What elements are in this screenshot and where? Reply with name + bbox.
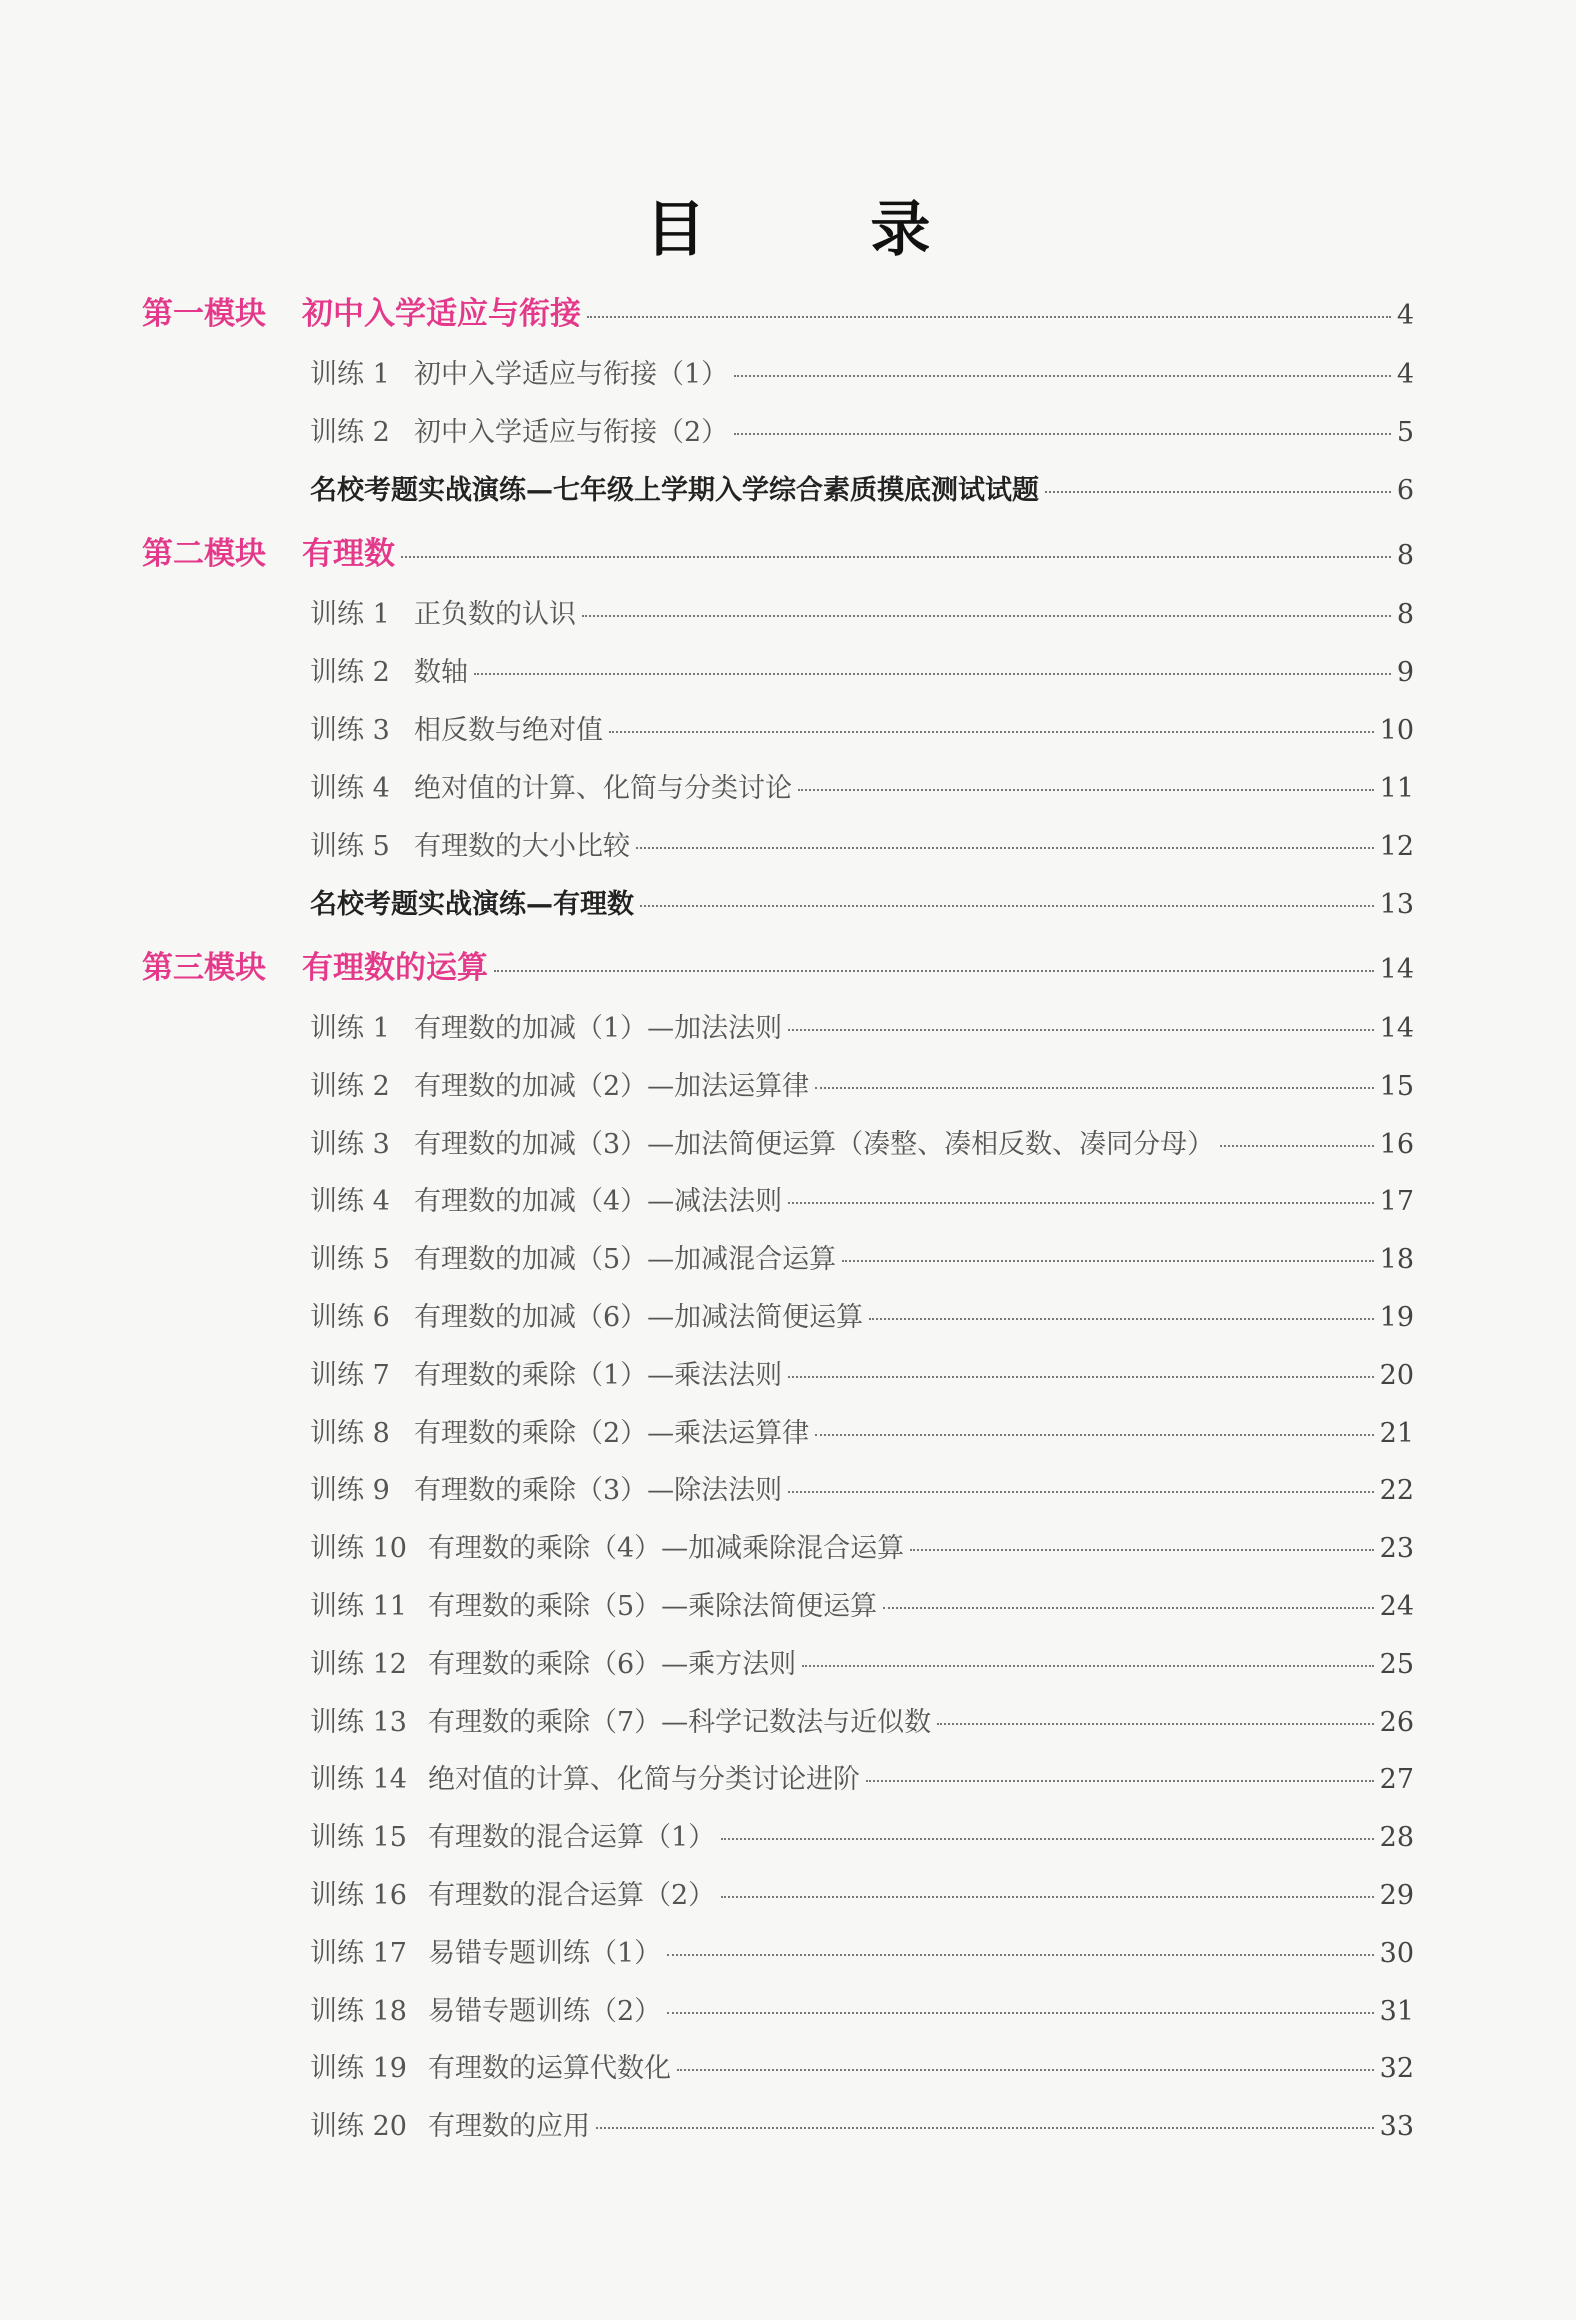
entry-number: 训练 9 xyxy=(310,1475,390,1507)
exam-title: 名校考题实战演练—七年级上学期入学综合素质摸底测试试题 xyxy=(310,475,1039,506)
entry-number: 训练 5 xyxy=(310,1244,390,1276)
dot-leader xyxy=(474,673,1391,675)
entry-title: 有理数的加减（4）—减法法则 xyxy=(414,1186,783,1218)
toc-entry[interactable] xyxy=(310,1931,1414,1970)
module-title: 有理数 xyxy=(302,536,395,572)
module-title: 有理数的运算 xyxy=(302,950,488,986)
page-number: 28 xyxy=(1379,1822,1414,1854)
dot-leader xyxy=(721,1838,1373,1840)
entry-number: 训练 4 xyxy=(310,1186,390,1218)
dot-leader xyxy=(721,1896,1373,1898)
dot-leader xyxy=(802,1665,1373,1667)
page-number: 9 xyxy=(1396,657,1414,688)
page-number: 8 xyxy=(1396,599,1414,630)
toc-entry[interactable] xyxy=(310,1237,1414,1276)
toc-exam-entry[interactable] xyxy=(310,468,1414,507)
dot-leader xyxy=(937,1723,1373,1725)
toc-module-2[interactable] xyxy=(142,528,1414,573)
dot-leader xyxy=(587,316,1391,318)
dot-leader xyxy=(788,1376,1373,1378)
page-number: 33 xyxy=(1379,2111,1414,2143)
page-number: 8 xyxy=(1396,540,1414,571)
entry-title: 有理数的乘除（2）—乘法运算律 xyxy=(414,1417,810,1449)
page-number: 16 xyxy=(1379,1128,1414,1160)
page-number: 32 xyxy=(1379,2053,1414,2085)
entry-title: 有理数的加减（1）—加法法则 xyxy=(414,1013,783,1044)
page-number: 23 xyxy=(1379,1533,1414,1565)
page-number: 14 xyxy=(1379,954,1414,985)
dot-leader xyxy=(596,2127,1374,2129)
dot-leader xyxy=(582,615,1391,617)
page-number: 24 xyxy=(1379,1591,1414,1622)
toc-module-1[interactable] xyxy=(142,288,1414,333)
entry-title: 正负数的认识 xyxy=(414,599,576,630)
toc-entry[interactable] xyxy=(310,1700,1414,1739)
toc-entry[interactable] xyxy=(310,824,1414,863)
dot-leader xyxy=(401,556,1391,558)
toc-entry[interactable] xyxy=(310,766,1414,805)
page-number: 4 xyxy=(1396,359,1414,390)
toc-entry[interactable] xyxy=(310,708,1414,747)
entry-number: 训练 2 xyxy=(310,1070,390,1102)
dot-leader xyxy=(866,1780,1374,1782)
page-number: 27 xyxy=(1379,1764,1414,1796)
entry-number: 训练 3 xyxy=(310,715,390,746)
entry-number: 训练 16 xyxy=(310,1880,407,1911)
entry-number: 训练 8 xyxy=(310,1417,390,1449)
toc-entry[interactable] xyxy=(310,1064,1414,1103)
entry-title: 有理数的混合运算（1） xyxy=(428,1822,716,1854)
entry-number: 训练 5 xyxy=(310,831,390,862)
entry-title: 初中入学适应与衔接（2） xyxy=(414,417,729,448)
entry-number: 训练 7 xyxy=(310,1359,390,1391)
toc-entry[interactable] xyxy=(310,650,1414,689)
entry-number: 训练 12 xyxy=(310,1648,407,1680)
entry-number: 训练 1 xyxy=(310,359,390,390)
module-label: 第三模块 xyxy=(142,950,266,986)
entry-number: 训练 19 xyxy=(310,2053,407,2085)
toc-entry[interactable] xyxy=(310,2046,1414,2085)
toc-entry[interactable] xyxy=(310,1757,1414,1796)
entry-title: 有理数的大小比较 xyxy=(414,831,630,862)
exam-title: 名校考题实战演练—有理数 xyxy=(310,889,634,920)
toc-entry[interactable] xyxy=(310,1295,1414,1334)
dot-leader xyxy=(494,970,1374,972)
toc-entry[interactable] xyxy=(310,1873,1414,1912)
toc-entry[interactable] xyxy=(310,1006,1414,1045)
dot-leader xyxy=(788,1491,1373,1493)
entry-title: 易错专题训练（2） xyxy=(428,1995,662,2027)
page-number: 20 xyxy=(1379,1359,1414,1391)
entry-number: 训练 14 xyxy=(310,1764,407,1796)
dot-leader xyxy=(788,1202,1373,1204)
entry-number: 训练 6 xyxy=(310,1302,390,1333)
entry-number: 训练 4 xyxy=(310,773,390,804)
page-number: 10 xyxy=(1379,715,1414,746)
entry-title: 有理数的应用 xyxy=(428,2111,590,2143)
dot-leader xyxy=(667,2012,1373,2014)
entry-title: 有理数的乘除（5）—乘除法简便运算 xyxy=(428,1591,878,1622)
page-number: 26 xyxy=(1379,1706,1414,1738)
page-number: 17 xyxy=(1379,1186,1414,1218)
entry-title: 绝对值的计算、化简与分类讨论进阶 xyxy=(428,1764,860,1796)
entry-number: 训练 18 xyxy=(310,1995,407,2027)
entry-number: 训练 20 xyxy=(310,2111,407,2143)
dot-leader xyxy=(815,1434,1373,1436)
page-number: 14 xyxy=(1379,1013,1414,1044)
dot-leader xyxy=(798,789,1374,791)
entry-title: 初中入学适应与衔接（1） xyxy=(414,359,729,390)
entry-title: 易错专题训练（1） xyxy=(428,1937,662,1969)
toc-entry[interactable] xyxy=(310,1642,1414,1681)
entry-number: 训练 15 xyxy=(310,1822,407,1854)
dot-leader xyxy=(609,731,1374,733)
page-number: 21 xyxy=(1379,1417,1414,1449)
dot-leader xyxy=(1045,491,1391,493)
toc-entry[interactable] xyxy=(310,1526,1414,1565)
entry-title: 绝对值的计算、化简与分类讨论 xyxy=(414,773,792,804)
entry-title: 有理数的加减（6）—加减法简便运算 xyxy=(414,1302,864,1333)
dot-leader xyxy=(883,1607,1373,1609)
entry-number: 训练 2 xyxy=(310,417,390,448)
entry-title: 有理数的乘除（7）—科学记数法与近似数 xyxy=(428,1706,932,1738)
entry-title: 有理数的乘除（6）—乘方法则 xyxy=(428,1648,797,1680)
toc-entry[interactable] xyxy=(310,1989,1414,2028)
dot-leader xyxy=(667,1954,1373,1956)
dot-leader xyxy=(640,905,1374,907)
page-number: 11 xyxy=(1379,773,1414,804)
entry-number: 训练 3 xyxy=(310,1128,390,1160)
page-number: 31 xyxy=(1379,1995,1414,2027)
dot-leader xyxy=(910,1549,1373,1551)
dot-leader xyxy=(636,847,1374,849)
entry-title: 相反数与绝对值 xyxy=(414,715,603,746)
page-number: 30 xyxy=(1379,1937,1414,1969)
page-title: 目 录 xyxy=(645,195,1003,265)
toc-entry[interactable] xyxy=(310,592,1414,631)
page-number: 18 xyxy=(1379,1244,1414,1276)
module-title: 初中入学适应与衔接 xyxy=(302,296,581,332)
toc-exam-entry[interactable] xyxy=(310,882,1414,921)
toc-entry[interactable] xyxy=(310,1179,1414,1218)
page-number: 22 xyxy=(1379,1475,1414,1507)
entry-number: 训练 11 xyxy=(310,1591,407,1622)
dot-leader xyxy=(734,433,1391,435)
entry-title: 有理数的乘除（4）—加减乘除混合运算 xyxy=(428,1533,905,1565)
page-number: 29 xyxy=(1379,1880,1414,1911)
dot-leader xyxy=(842,1260,1373,1262)
toc-module-3[interactable] xyxy=(142,942,1414,987)
entry-title: 有理数的加减（5）—加减混合运算 xyxy=(414,1244,837,1276)
entry-number: 训练 13 xyxy=(310,1706,407,1738)
entry-number: 训练 2 xyxy=(310,657,390,688)
entry-title: 有理数的乘除（1）—乘法法则 xyxy=(414,1359,783,1391)
toc-entry[interactable] xyxy=(310,1815,1414,1854)
toc-entry[interactable] xyxy=(310,1584,1414,1623)
page-number: 19 xyxy=(1379,1302,1414,1333)
entry-number: 训练 17 xyxy=(310,1937,407,1969)
toc-entry[interactable] xyxy=(310,1353,1414,1392)
toc-entry[interactable] xyxy=(310,352,1414,391)
toc-entry[interactable] xyxy=(310,410,1414,449)
dot-leader xyxy=(788,1029,1373,1031)
entry-title: 有理数的加减（3）—加法简便运算（凑整、凑相反数、凑同分母） xyxy=(414,1128,1215,1160)
dot-leader xyxy=(1220,1145,1373,1147)
entry-title: 有理数的加减（2）—加法运算律 xyxy=(414,1070,810,1102)
module-label: 第一模块 xyxy=(142,296,266,332)
toc-entry[interactable] xyxy=(310,1122,1414,1161)
page-number: 25 xyxy=(1379,1648,1414,1680)
dot-leader xyxy=(677,2069,1374,2071)
dot-leader xyxy=(734,375,1391,377)
toc-entry[interactable] xyxy=(310,2104,1414,2143)
toc-entry[interactable] xyxy=(310,1411,1414,1450)
entry-number: 训练 1 xyxy=(310,1013,390,1044)
entry-title: 数轴 xyxy=(414,657,468,688)
dot-leader xyxy=(869,1318,1373,1320)
entry-title: 有理数的运算代数化 xyxy=(428,2053,671,2085)
toc-entry[interactable] xyxy=(310,1468,1414,1507)
page-number: 5 xyxy=(1396,417,1414,448)
page-number: 15 xyxy=(1379,1070,1414,1102)
entry-title: 有理数的混合运算（2） xyxy=(428,1880,716,1911)
page-number: 4 xyxy=(1396,300,1414,331)
page-number: 13 xyxy=(1379,889,1414,920)
page-number: 6 xyxy=(1396,475,1414,506)
entry-title: 有理数的乘除（3）—除法法则 xyxy=(414,1475,783,1507)
entry-number: 训练 1 xyxy=(310,599,390,630)
entry-number: 训练 10 xyxy=(310,1533,407,1565)
page-number: 12 xyxy=(1379,831,1414,862)
module-label: 第二模块 xyxy=(142,536,266,572)
dot-leader xyxy=(815,1087,1373,1089)
